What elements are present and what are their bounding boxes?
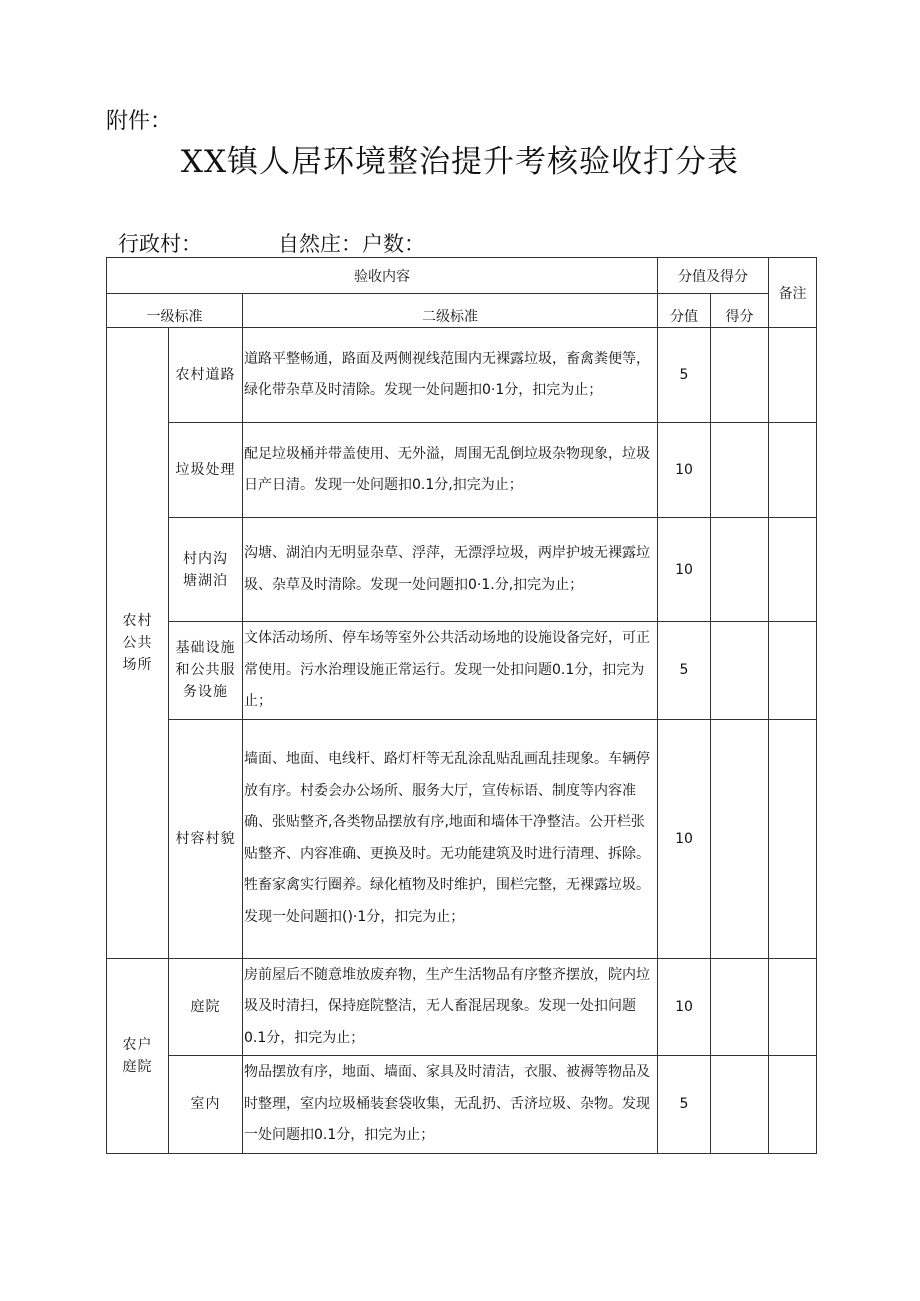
level2-cell: 垃圾处理 xyxy=(169,423,243,518)
got-cell[interactable] xyxy=(711,518,769,622)
got-cell[interactable] xyxy=(711,1056,769,1154)
got-cell[interactable] xyxy=(711,958,769,1056)
score-cell: 10 xyxy=(658,719,711,958)
remark-cell[interactable] xyxy=(769,622,817,720)
table-row xyxy=(107,518,817,622)
info-line xyxy=(118,228,425,258)
attachment-label: 附件： xyxy=(106,109,173,134)
header-level2: 二级标准 xyxy=(243,294,658,328)
level2-cell: 村容村貌 xyxy=(169,719,243,958)
desc-cell: 房前屋后不随意堆放废弃物，生产生活物品有序整齐摆放，院内垃圾及时清扫，保持庭院整洁，无人畜混居现象。发现一处扣问题0.1分，扣完为止； xyxy=(243,958,658,1056)
score-cell: 5 xyxy=(658,328,711,423)
desc-cell: 物品摆放有序，地面、墙面、家具及时清洁，衣服、被褥等物品及时整理，室内垃圾桶装套袋收集，无乱扔、舌济垃圾、杂物。发现一处问题扣0.1分，扣完为止； xyxy=(243,1056,658,1154)
score-cell: 5 xyxy=(658,1056,711,1154)
households-label: 户数： xyxy=(362,232,425,256)
natural-village-label: 自然庄： xyxy=(278,232,362,256)
level1-cell: 农户庭院 xyxy=(107,958,169,1153)
scoring-table xyxy=(106,257,817,1154)
got-cell[interactable] xyxy=(711,622,769,720)
page-title: XX镇人居环境整治提升考核验收打分表 xyxy=(180,144,740,180)
table-row xyxy=(107,328,817,423)
header-got: 得分 xyxy=(711,294,769,328)
desc-cell: 文体活动场所、停车场等室外公共活动场地的设施设备完好，可正常使用。污水治理设施正常运行。发现一处扣问题0.1分，扣完为止； xyxy=(243,622,658,720)
desc-cell: 墙面、地面、电线杆、路灯杆等无乱涂乱贴乱画乱挂现象。车辆停放有序。村委会办公场所、服务大厅，宣传标语、制度等内容准确、张贴整齐,各类物品摆放有序,地面和墙体干净整洁。公开栏张贴整齐、内容准确、更换及时。无功能建筑及时进行清理、拆除。牲畜家禽实行圈养。绿化植物及时维护，围栏完整，无裸露垃圾。发现一处问题扣()·1分，扣完为止； xyxy=(243,719,658,958)
got-cell[interactable] xyxy=(711,719,769,958)
desc-cell: 沟塘、湖泊内无明显杂草、浮萍，无漂浮垃圾，两岸护坡无裸露垃圾、杂草及时清除。发现一处问题扣0·1.分,扣完为止； xyxy=(243,518,658,622)
village-label: 行政村： xyxy=(118,232,202,256)
header-level1: 一级标准 xyxy=(107,294,243,328)
table-row xyxy=(107,1056,817,1154)
score-cell: 10 xyxy=(658,518,711,622)
level2-cell: 基础设施和公共服务设施 xyxy=(169,622,243,720)
header-score-group: 分值及得分 xyxy=(658,258,769,294)
level2-cell: 庭院 xyxy=(169,958,243,1056)
table-row xyxy=(107,719,817,958)
header-content: 验收内容 xyxy=(107,258,658,294)
got-cell[interactable] xyxy=(711,328,769,423)
remark-cell[interactable] xyxy=(769,1056,817,1154)
desc-cell: 配足垃圾桶并带盖使用、无外溢，周围无乱倒垃圾杂物现象，垃圾日产日清。发现一处问题扣0.1分,扣完为止； xyxy=(243,423,658,518)
score-cell: 5 xyxy=(658,622,711,720)
score-cell: 10 xyxy=(658,423,711,518)
header-remark: 备注 xyxy=(769,258,817,328)
desc-cell: 道路平整畅通，路面及两侧视线范围内无裸露垃圾，畜禽粪便等，绿化带杂草及时清除。发现一处问题扣0·1分，扣完为止； xyxy=(243,328,658,423)
header-score: 分值 xyxy=(658,294,711,328)
remark-cell[interactable] xyxy=(769,328,817,423)
remark-cell[interactable] xyxy=(769,518,817,622)
level2-cell: 农村道路 xyxy=(169,328,243,423)
remark-cell[interactable] xyxy=(769,719,817,958)
level2-cell: 室内 xyxy=(169,1056,243,1154)
table-row xyxy=(107,622,817,720)
remark-cell[interactable] xyxy=(769,423,817,518)
got-cell[interactable] xyxy=(711,423,769,518)
level1-cell: 农村公共场所 xyxy=(107,328,169,959)
remark-cell[interactable] xyxy=(769,958,817,1056)
score-cell: 10 xyxy=(658,958,711,1056)
table-row xyxy=(107,423,817,518)
level2-cell: 村内沟塘湖泊 xyxy=(169,518,243,622)
table-row xyxy=(107,958,817,1056)
